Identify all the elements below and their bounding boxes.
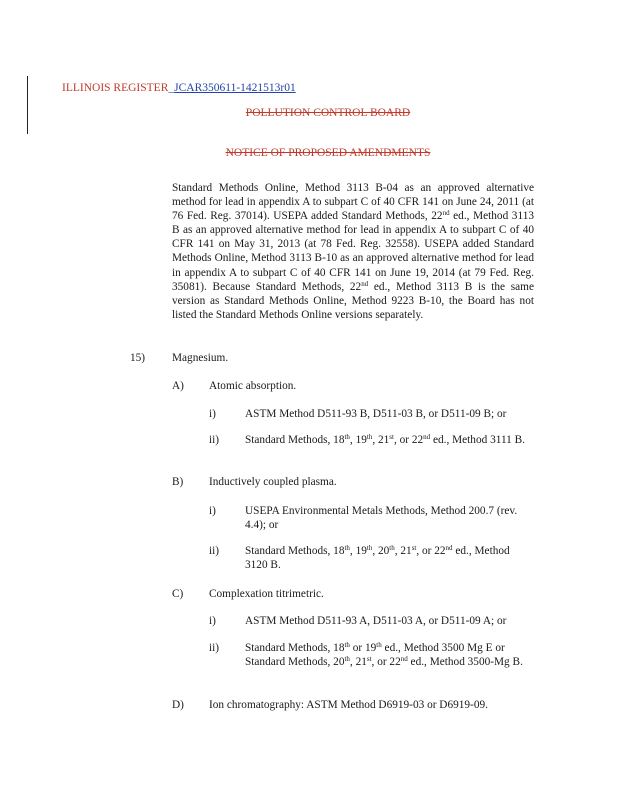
subsection-c-label: C) <box>172 588 184 600</box>
subsection-b-i-text: USEPA Environmental Metals Methods, Method 200.7 (rev. 4.4); or <box>245 505 518 531</box>
b-ii-sup2: th <box>366 544 373 552</box>
c-ii-sup3: th <box>344 655 350 663</box>
subsection-a-label: A) <box>172 380 184 392</box>
c-ii-sup5: nd <box>400 655 408 663</box>
b-ii-pre: Standard Methods, 18 <box>245 545 345 557</box>
subsection-c-i-text: ASTM Method D511-93 A, D511-03 A, or D511-09 A; or <box>245 615 507 627</box>
b-ii-sup5: nd <box>445 544 453 552</box>
subsection-d-label: D) <box>172 699 184 711</box>
subsection-a-title: Atomic absorption. <box>209 380 297 392</box>
board-heading: POLLUTION CONTROL BOARD <box>245 107 411 119</box>
intro-text-2: ed., Method 3113 B as an approved alternative method for lead in appendix A to subpart C of 40 CFR 141 on May 31, 2013 (at 78 Fed. Reg. 32558). USEPA added Standard Methods Online, Method 3113 B-10 as an approved alternative method for lead in appendix A to subpart C of 40 CFR 141 on June 19, 2014 (at 79 Fed. Reg. 35081). Because Standard Methods, 22 <box>172 210 534 293</box>
register-header <box>62 81 296 95</box>
b-ii-m4: , or 22 <box>416 545 446 557</box>
subsection-a-ii-label: ii) <box>209 434 220 446</box>
a-ii-m2: , 21 <box>372 434 390 446</box>
subsection-b-ii-text <box>245 544 535 572</box>
intro-text-1: Standard Methods Online, Method 3113 B-04 as an approved alternative method for lead in appendix A to subpart C of 40 CFR 141 on June 24, 2011 (at 76 Fed. Reg. 37014). USEPA added Standard Methods, 22 <box>172 182 534 223</box>
b-ii-post: ed., Method 3120 B. <box>245 545 510 571</box>
subsection-c-ii-label: ii) <box>209 642 220 654</box>
a-ii-m3: , or 22 <box>393 434 424 446</box>
register-code: JCAR350611-1421513r01 <box>174 82 296 94</box>
b-ii-m2: , 20 <box>372 545 390 557</box>
c-ii-sup4: st <box>366 655 372 663</box>
subsection-a-i-label: i) <box>209 408 216 420</box>
subsection-d-title: Ion chromatography: ASTM Method D6919-03 or D6919-09. <box>209 699 488 711</box>
subsection-b-i-label: i) <box>209 505 216 517</box>
a-ii-sup1: th <box>344 433 350 441</box>
subsection-b-ii-label: ii) <box>209 545 220 557</box>
section-title: Magnesium. <box>172 352 229 364</box>
revision-margin-bar <box>27 76 28 134</box>
intro-text-3: ed., Method 3113 B is the same version as Standard Methods Online, Method 9223 B-10, the Board has not listed the Standard Methods Online versions separately. <box>172 280 534 321</box>
section-number: 15) <box>130 352 146 364</box>
a-ii-post: ed., Method 3111 B. <box>430 434 526 446</box>
a-ii-pre: Standard Methods, 18 <box>245 434 345 446</box>
c-ii-m1: or 19 <box>349 642 377 654</box>
b-ii-m1: , 19 <box>349 545 367 557</box>
register-underscore: _ <box>168 82 175 94</box>
subsection-c-title: Complexation titrimetric. <box>209 588 324 600</box>
c-ii-m3: , 21 <box>349 656 367 668</box>
intro-sup-2: nd <box>361 279 369 288</box>
subsection-a-i-text: ASTM Method D511-93 B, D511-03 B, or D511-09 B; or <box>245 408 507 420</box>
notice-heading: NOTICE OF PROPOSED AMENDMENTS <box>225 147 431 159</box>
subsection-a-ii-text <box>245 433 535 447</box>
a-ii-sup4: nd <box>423 433 431 441</box>
b-ii-sup1: th <box>344 544 350 552</box>
subsection-c-ii-text <box>245 641 535 669</box>
c-ii-m4: , or 22 <box>371 656 401 668</box>
subsection-b-title: Inductively coupled plasma. <box>209 476 337 488</box>
c-ii-pre: Standard Methods, 18 <box>245 642 345 654</box>
c-ii-sup1: th <box>344 641 350 649</box>
c-ii-sup2: th <box>376 641 382 649</box>
subsection-c-i-label: i) <box>209 615 216 627</box>
intro-paragraph <box>172 181 534 322</box>
intro-sup-1: nd <box>442 209 450 218</box>
a-ii-sup3: st <box>389 433 394 441</box>
c-ii-post: ed., Method 3500-Mg B. <box>407 656 523 668</box>
b-ii-sup4: st <box>411 544 417 552</box>
b-ii-sup3: th <box>389 544 395 552</box>
register-label: ILLINOIS REGISTER <box>62 82 169 94</box>
b-ii-m3: , 21 <box>394 545 412 557</box>
a-ii-sup2: th <box>366 433 373 441</box>
subsection-b-label: B) <box>172 476 184 488</box>
c-ii-m2: ed., Method 3500 Mg E or Standard Methods, 20 <box>245 642 505 668</box>
a-ii-m1: , 19 <box>349 434 367 446</box>
